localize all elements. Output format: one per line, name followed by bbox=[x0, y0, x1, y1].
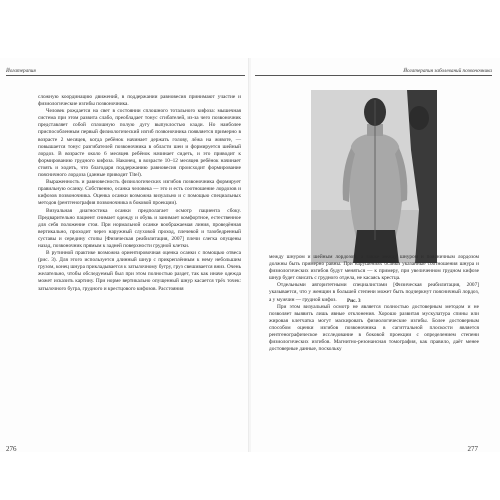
left-page bbox=[0, 58, 249, 452]
header-rule-left bbox=[6, 75, 245, 76]
paragraph: Выраженность и равновесность физиологических изгибов позвоночника формирует правильную осанку. Собственно, осанка человека — это и есть соотношение лордозов и кифозов позвоночника. Оценка осанки возможна визуально и с помощью специальных методов (рентгенография позвоночника в боковой проекции). bbox=[38, 179, 241, 207]
running-head-right: Йогатерапия заболеваний позвоночника bbox=[403, 68, 492, 74]
paragraph: Визуальная диагностика осанки предполагает осмотр пациента сбоку. Предварительно пациент снимает одежду и обувь и занимает комфортное, естественное для себя положение стоя. При нормальной осанке воображаемая линия, проведённая вертикально, проходит через наружный слуховой проход, плечевой и тазобедренный суставы и середину стопы [Физическая реабилитация, 2007] плечи слегка опущены назад, позвоночник прямым к задней поверхности грудной клетки. bbox=[38, 207, 241, 249]
header-rule-right bbox=[255, 75, 492, 76]
paragraph: Отдельными авторитетными специалистами [Физическая реабилитация, 2007] указывается, что у женщин в большей степени может быть подчеркнут поясничный лордоз, а у мужчин — грудной кифоз. bbox=[269, 282, 479, 303]
figure-caption: Рис. 3 bbox=[347, 298, 361, 304]
photo-illustration bbox=[311, 90, 437, 263]
running-head-left: Йогатерапия bbox=[6, 68, 36, 74]
paragraph: между шнуром и шейным лордозом, а также между шнуром и поясничным лордозом должны быть примерно равны. При нарушениях осанки указанные соотношения шнура и физиологических изгибов будут меняться — к примеру, при увеличенном грудном кифозе шнур будет свисать с грудного отдела, не касаясь крестца. bbox=[269, 254, 479, 282]
paragraph: В рутинной практике возможна ориентировочная оценка осанки с помощью отвеса (рис. 3). Для этого используется длинный шнур с прикреплённым к нему небольшим грузом, конец шнура прикладывается к затылочному бугру, груз свешивается вниз. Очень желательно, чтобы обследуемый был при этом полностью раздет, так как иначе одежда может исказить картину. При норме вертикально опущенный шнур касается трёх точек: затылочного бугра, грудного и крестцового кифозов. Расстояния bbox=[38, 250, 241, 292]
book-spread bbox=[0, 58, 500, 452]
figure-photo-plumb-line bbox=[311, 90, 437, 263]
left-page-body bbox=[38, 94, 241, 293]
paragraph: При этом визуальный осмотр не является полностью достоверным методом и не позволяет выявить лишь явные отклонения. Хорошо развитая мускулатура спины или жировая клетчатка могут маскировать физиологические изгибы. Более достоверным способом оценки изгибов позвоночника в сагиттальной плоскости является рентгенографическое исследование в боковой проекции с определением степени физиологических изгибов. Магнитно-резонансная томография, как правило, даёт менее достоверные данные, поскольку bbox=[269, 303, 479, 353]
page-number-left: 276 bbox=[6, 445, 17, 453]
right-page bbox=[251, 58, 500, 452]
page-number-right: 277 bbox=[467, 445, 478, 453]
paragraph: сложную координацию движений, в поддержании равновесия принимают участие и физиологические изгибы позвоночника. bbox=[38, 94, 241, 108]
right-page-body bbox=[269, 254, 479, 353]
paragraph: Человек рождается на свет в состоянии сплошного тотального кифоза: мышечная система при этом развита слабо, преобладает тонус сгибателей, из-за чего позвоночник представляет собой сплошную полую дугу выпуклостью кзади. Но наиболее приспособленным первый физиологический изгиб позвоночника появляется примерно в возрасте 2 месяцев, когда ребёнок начинает держать голову, лёжа на животе, — повышается тонус разгибателей позвоночника в области шеи и формируется шейный лордоз. В возрасте около 6 месяцев ребёнок начинает сидеть, и это приводит к формированию грудного кифоза. Наконец, в возрасте 10–12 месяцев ребёнок начинает стоять и ходить, что благодаря поддержанию равновесия происходит формирование поясничного лордоза (данные приводит Titel). bbox=[38, 108, 241, 179]
